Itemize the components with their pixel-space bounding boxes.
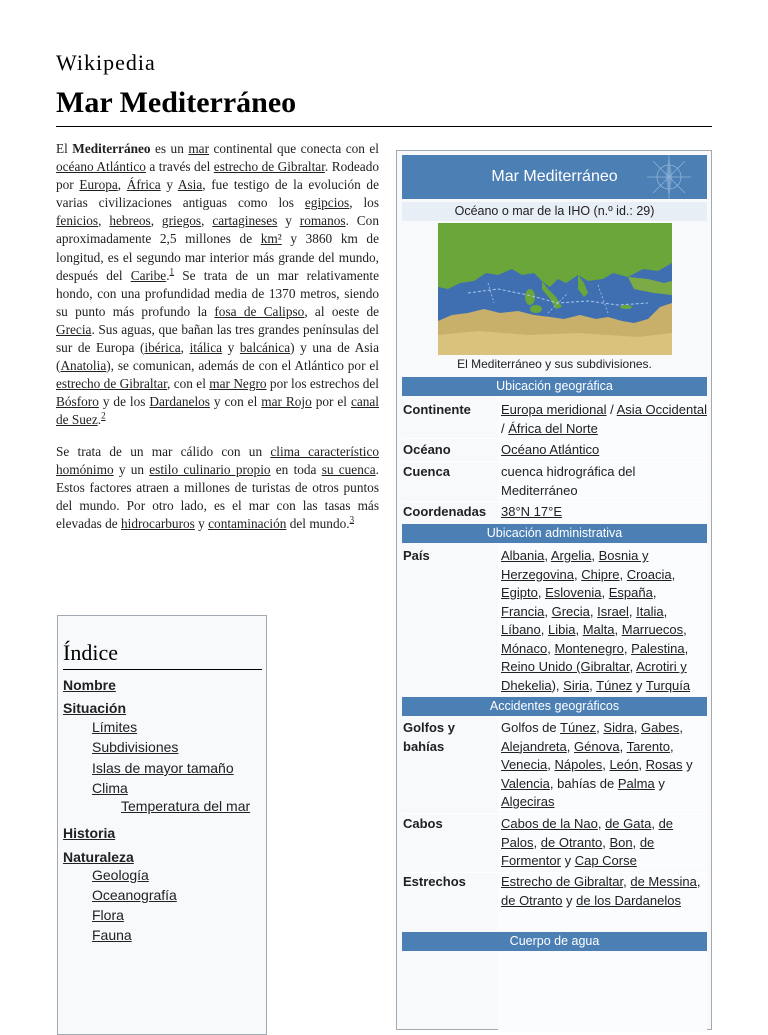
link-estilo-culinario-propio[interactable]: estilo culinario propio	[149, 461, 271, 477]
link-km[interactable]: km²	[260, 231, 282, 247]
row-label-coordenadas: Coordenadas	[403, 504, 487, 519]
link-de-los-dardanelos[interactable]: de los Dardanelos	[576, 892, 681, 908]
link-francia[interactable]: Francia	[501, 603, 545, 619]
toc-title: Índice	[63, 640, 118, 665]
link-oceano-atlantico[interactable]: Océano Atlántico	[501, 442, 600, 457]
row-value-coordenadas	[501, 503, 707, 522]
link-asia[interactable]: Asia	[177, 177, 203, 193]
row-value-pais: Albania, Argelia, Bosnia y Herzegovina, Chipre, Croacia, Egipto, Eslovenia, España, Francia, Grecia, Israel, Italia, Líbano, Libia, Malta, Marruecos, Mónaco, Montenegro, Palestina, Reino Unido (Gibraltar, Acrotiri y Dhekelia), Siria, Túnez y Turquía	[501, 548, 691, 693]
link-bosnia-y-herzegovina[interactable]: Bosnia y Herzegovina	[501, 548, 649, 582]
link-de-otranto[interactable]: de Otranto	[501, 892, 563, 908]
link-iberica[interactable]: ibérica	[144, 340, 181, 356]
toc-item-naturaleza[interactable]: Naturaleza	[63, 849, 134, 865]
link-estrecho-de-gibraltar[interactable]: estrecho de Gibraltar	[213, 159, 325, 175]
row-value-continente: Europa meridional / Asia Occidental / África del Norte	[501, 402, 707, 436]
link-cartagineses[interactable]: cartagineses	[212, 213, 278, 229]
link-valencia[interactable]: Valencia	[501, 775, 550, 791]
toc-item-historia[interactable]: Historia	[63, 825, 116, 841]
row-value-estrechos: Estrecho de Gibraltar, de Messina, de Otranto y de los Dardanelos	[501, 874, 701, 908]
link-hidrocarburos[interactable]: hidrocarburos	[120, 515, 195, 531]
toc-item-subdivisiones[interactable]: Subdivisiones	[92, 739, 179, 755]
link-tunez[interactable]: Túnez	[560, 720, 597, 735]
infobox	[396, 150, 712, 1030]
row-label-cabos: Cabos	[403, 816, 443, 831]
link-oceano-atlantico[interactable]: océano Atlántico	[56, 159, 146, 175]
link-italia[interactable]: Italia	[636, 603, 664, 619]
link-balcanica[interactable]: balcánica	[239, 340, 291, 356]
link-asia-occidental[interactable]: Asia Occidental	[616, 402, 707, 417]
toc-item-limites[interactable]: Límites	[92, 719, 138, 735]
link-38-n-17-e[interactable]: 38°N 17°E	[501, 504, 562, 519]
link-fosa-de-calipso[interactable]: fosa de Calipso	[214, 303, 305, 319]
link-mar-negro[interactable]: mar Negro	[209, 376, 267, 392]
link-de-gata[interactable]: de Gata	[605, 816, 652, 831]
link-marruecos[interactable]: Marruecos	[621, 622, 684, 637]
link-malta[interactable]: Malta	[582, 622, 615, 637]
link-clima-caracteristico-homonimo[interactable]: clima característico homónimo	[56, 443, 380, 477]
link-africa[interactable]: África	[126, 177, 161, 193]
infobox-subtitle[interactable]: Océano o mar de la IHO (n.º id.: 29)	[402, 202, 707, 221]
link-bosforo[interactable]: Bósforo	[56, 394, 99, 410]
link-croacia[interactable]: Croacia	[626, 566, 672, 582]
link-anatolia[interactable]: Anatolia	[60, 358, 107, 374]
bold-term: Mediterráneo	[72, 141, 151, 156]
link-genova[interactable]: Génova	[574, 738, 620, 754]
link-tarento[interactable]: Tarento	[626, 738, 670, 754]
link-gabes[interactable]: Gabes	[641, 720, 680, 735]
link-de-otranto[interactable]: de Otranto	[540, 834, 603, 850]
toc-item-fauna[interactable]: Fauna	[92, 927, 132, 943]
section-ubicacion-geografica: Ubicación geográfica	[402, 377, 707, 396]
link-leon[interactable]: León	[609, 757, 639, 772]
link-palestina[interactable]: Palestina	[631, 640, 685, 656]
paragraph-2: Se trata de un mar cálido con un clima característico homónimo y un estilo culinario propio en toda su cuenca. Estos factores atraen a millones de turistas de otros puntos del mundo. Por otro lado, es el mar con las tasas más elevadas de hidrocarburos y contaminación del mundo.$^3$	[56, 443, 380, 531]
article-body	[56, 140, 379, 546]
row-value-oceano	[501, 441, 707, 460]
link-italica[interactable]: itálica	[189, 340, 223, 356]
row-value-golfos: Golfos de Túnez, Sidra, Gabes, Alejandreta, Génova, Tarento, Venecia, Nápoles, León, Rosas y Valencia, bahías de Palma y Algeciras	[501, 720, 693, 809]
paragraph-1: El Mediterráneo es un mar continental que conecta con el océano Atlántico a través del estrecho de Gibraltar. Rodeado por Europa, África y Asia, fue testigo de la evolución de varias civilizaciones antiguas como los egipcios, los fenicios, hebreos, griegos, cartagineses y romanos. Con aproximadamente 2,5 millones de km² y 3860 km de longitud, es el segundo mar interior más grande del mundo, después del Caribe.$^1$ Se trata de un mar relativamente hondo, con una profundidad media de 1370 metros, siendo su punto más profundo la fosa de Calipso, al oeste de Grecia. Sus aguas, que bañan las tres grandes penínsulas del sur de Europa (ibérica, itálica y balcánica) y una de Asia (Anatolia), se comunican, además de con el Atlántico por el estrecho de Gibraltar, con el mar Negro por los estrechos del Bósforo y de los Dardanelos y con el mar Rojo por el canal de Suez.$^2$	[56, 141, 380, 428]
reference-link[interactable]: 3	[349, 514, 355, 525]
link-cap-corse[interactable]: Cap Corse	[574, 853, 637, 868]
toc-item-geologia[interactable]: Geología	[92, 867, 149, 883]
compass-rose-icon	[639, 155, 699, 199]
link-mar[interactable]: mar	[188, 141, 210, 156]
link-argelia[interactable]: Argelia	[550, 548, 592, 563]
toc-item-nombre[interactable]: Nombre	[63, 677, 116, 693]
link-rosas[interactable]: Rosas	[645, 757, 683, 772]
row-label-pais: País	[403, 548, 430, 563]
toc-item-situacion[interactable]: Situación	[63, 700, 127, 716]
link-hebreos[interactable]: hebreos	[109, 213, 151, 229]
link-monaco[interactable]: Mónaco	[501, 640, 548, 656]
link-de-formentor[interactable]: de Formentor	[501, 834, 655, 868]
link-israel[interactable]: Israel	[597, 603, 629, 619]
title-divider	[56, 126, 712, 127]
link-algeciras[interactable]: Algeciras	[501, 794, 555, 809]
row-value-cuenca: cuenca hidrográfica del Mediterráneo	[501, 464, 636, 498]
link-contaminacion[interactable]: contaminación	[208, 515, 287, 531]
row-label-golfos: Golfos y bahías	[403, 720, 456, 754]
link-fenicios[interactable]: fenicios	[56, 213, 99, 229]
link-egipto[interactable]: Egipto	[501, 585, 538, 600]
toc-item-oceanografia[interactable]: Oceanografía	[92, 887, 177, 903]
row-label-oceano: Océano	[403, 442, 451, 457]
link-reino-unido-gibraltar[interactable]: Reino Unido (Gibraltar	[501, 659, 630, 674]
link-montenegro[interactable]: Montenegro	[554, 640, 624, 656]
link-de-palos[interactable]: de Palos	[501, 816, 674, 850]
toc-item-clima[interactable]: Clima	[92, 780, 128, 796]
link-acrotiri-y-dhekelia[interactable]: Acrotiri y Dhekelia	[501, 659, 687, 693]
link-estrecho-de-gibraltar[interactable]: estrecho de Gibraltar	[56, 376, 168, 392]
row-label-cuenca: Cuenca	[403, 464, 450, 479]
link-estrecho-de-gibraltar[interactable]: Estrecho de Gibraltar	[501, 874, 624, 889]
link-dardanelos[interactable]: Dardanelos	[149, 394, 210, 410]
link-mar-rojo[interactable]: mar Rojo	[261, 394, 312, 410]
section-accidentes-geograficos: Accidentes geográficos	[402, 697, 707, 716]
reference-link[interactable]: 1	[169, 266, 175, 277]
link-siria[interactable]: Siria	[563, 677, 590, 693]
mediterranean-map[interactable]	[438, 223, 672, 355]
link-canal-de-suez[interactable]: canal de Suez	[56, 394, 380, 428]
page-title: Mar Mediterráneo	[56, 86, 297, 119]
link-europa[interactable]: Europa	[79, 177, 118, 193]
link-grecia[interactable]: Grecia	[551, 603, 590, 619]
link-griegos[interactable]: griegos	[161, 213, 202, 229]
infobox-title: Mar Mediterráneo	[491, 168, 618, 185]
link-sidra[interactable]: Sidra	[603, 720, 634, 735]
link-de-messina[interactable]: de Messina	[630, 874, 697, 889]
wikipedia-logo[interactable]: Wikipedia	[56, 50, 156, 75]
link-venecia[interactable]: Venecia	[501, 757, 548, 772]
table-of-contents	[57, 615, 267, 1035]
reference-link[interactable]: 2	[101, 410, 106, 421]
link-tunez[interactable]: Túnez	[596, 677, 633, 693]
link-chipre[interactable]: Chipre	[581, 566, 620, 582]
link-libia[interactable]: Libia	[548, 622, 576, 637]
link-egipcios[interactable]: egipcios	[304, 195, 350, 211]
toc-divider	[63, 669, 262, 670]
link-napoles[interactable]: Nápoles	[554, 757, 603, 772]
link-romanos[interactable]: romanos	[299, 213, 346, 229]
link-turquia[interactable]: Turquía	[645, 677, 691, 693]
link-bon[interactable]: Bon	[609, 834, 633, 850]
section-cuerpo-de-agua: Cuerpo de agua	[402, 932, 707, 951]
link-cabos-de-la-nao[interactable]: Cabos de la Nao	[501, 816, 598, 831]
toc-item-temperatura-del-mar[interactable]: Temperatura del mar	[121, 798, 251, 814]
link-alejandreta[interactable]: Alejandreta	[501, 738, 567, 754]
map-caption: El Mediterráneo y sus subdivisiones.	[457, 357, 652, 371]
link-espana[interactable]: España	[608, 585, 653, 600]
row-label-estrechos: Estrechos	[403, 874, 466, 889]
toc-item-islas-de-mayor-tamano[interactable]: Islas de mayor tamaño	[92, 760, 234, 776]
section-ubicacion-administrativa: Ubicación administrativa	[402, 524, 707, 543]
link-africa-del-norte[interactable]: África del Norte	[508, 420, 598, 436]
row-label-continente: Continente	[403, 402, 471, 417]
link-su-cuenca[interactable]: su cuenca	[321, 461, 376, 477]
link-albania[interactable]: Albania	[501, 548, 545, 563]
infobox-header	[402, 155, 707, 199]
link-palma[interactable]: Palma	[617, 775, 655, 791]
link-eslovenia[interactable]: Eslovenia	[545, 585, 602, 600]
link-europa-meridional[interactable]: Europa meridional	[501, 402, 607, 417]
link-caribe[interactable]: Caribe	[130, 267, 167, 283]
link-grecia[interactable]: Grecia	[56, 321, 92, 337]
toc-item-flora[interactable]: Flora	[92, 907, 124, 923]
link-libano[interactable]: Líbano	[501, 622, 541, 637]
row-value-cabos: Cabos de la Nao, de Gata, de Palos, de Otranto, Bon, de Formentor y Cap Corse	[501, 816, 674, 868]
